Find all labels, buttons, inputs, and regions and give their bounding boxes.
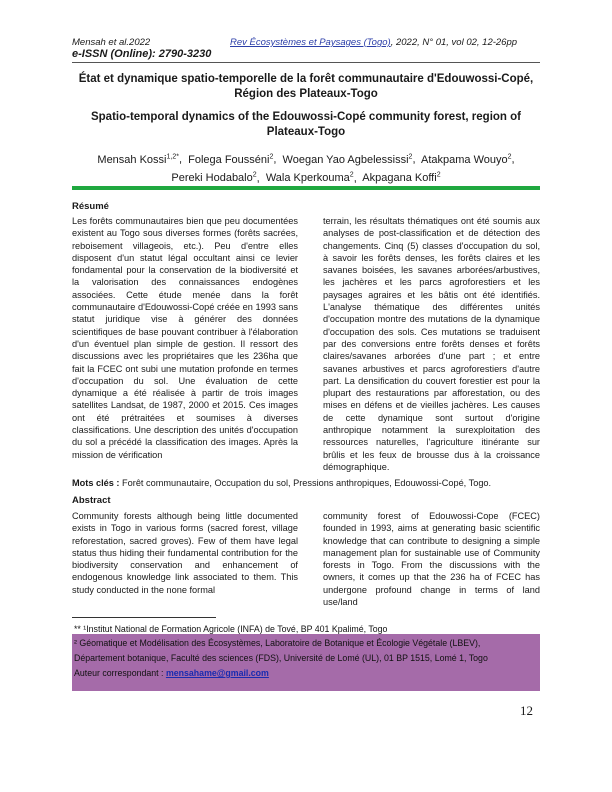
header-divider: [72, 62, 540, 63]
running-author: Mensah et al.2022: [72, 37, 151, 48]
citation-details: , 2022, N° 01, vol 02, 12-26pp: [390, 37, 518, 48]
author: Mensah Kossi$^{1,2*}$: [97, 153, 179, 166]
corresponding-author: Auteur correspondant : mensahame@gmail.com: [74, 668, 269, 678]
abstract-column-right: community forest of Edouwossi-Cope (FCEC) founded in 1993, aims at generating basic scientific knowledge that can contribute to designing a simple management plan for sustainable use of Community forests in Togo. From the discussions with the owners, it comes up that the 236 ha of FCEC has undergone profound change in terms of land use/land: [323, 511, 540, 608]
footnote-affiliation-2: ² Géomatique et Modélisation des Écosystèmes, Laboratoire de Botanique et Écologie Végétale (LBEV),: [74, 638, 481, 648]
author: Akpagana Koffi$^2$: [362, 171, 441, 185]
journal-link[interactable]: Rev Écosystèmes et Paysages (Togo): [230, 37, 391, 48]
email-link[interactable]: mensahame@gmail.com: [165, 668, 269, 678]
resume-column-right: terrain, les résultats thématiques ont été soumis aux analyses de post-classification et de détection des changements. Cinq (5) classes d'occupation du sol, à savoir les forêts denses, les forêts claires et les savanes boisées, les savanes arborées/arbustives, les jachères et les parcs agroforestiers et les paysages agraires et les bâtis ont été identifiés. L'analyse thématique des différentes unités d'occupation montre des mutations de la dynamique d'occupation des sols. Ces mutations se traduisent par des conversions entre forêts denses et forêts claires/savanes arborées d'une part ; et entre savanes arbustives et parcs agroforestiers d'autre part. La densification du couvert forestier est pour la plupart des restaurations par afforestation, ou des mises en défens et de vieilles jachères. Les causes de cette dynamique sont surtout d'origine anthropique notamment la surexploitation des ressources naturelles, l'agriculture itinérante sur brûlis et les feux de brousse dus à la croissance démographique.: [323, 216, 540, 472]
keywords-label: Mots clés :: [72, 478, 120, 488]
author: Woegan Yao Agbelessissi$^2$: [282, 153, 413, 166]
resume-column-left: Les forêts communautaires bien que peu documentées existent au Togo sous diverses formes (forêts sacrées, reboisement villageois, etc.). Peu d'entre elles disposent d'un statut légal occultant ainsi ce levier fondamental pour la conservation de la biodiversité et la valorisation des connaissances endogènes associées. Cette étude menée dans la forêt communautaire d'Edouwossi-Copé créée en 1993 sans statut juridique vise à générer des données scientifiques de base pouvant contribuer à l'élaboration d'un éventuel plan simple de gestion. Il ressort des discussions avec les propriétaires que les 236ha que fait la FCEC ont subi une mutation profonde en termes d'occupation du sol. Une évaluation de cette dynamique a été réalisée à partir de trois images satellites Landsat, de 1987, 2000 et 2015. Ces images ont été prétraitées et soumises à diverses classifications. Une description des unités d'occupation du sol a précédé la classification des images. Après la mission de vérification: [72, 216, 298, 460]
abstract-heading: Abstract: [72, 495, 111, 506]
page-number: 12: [520, 703, 533, 718]
author: Atakpama Wouyo$^2$: [421, 153, 512, 166]
author: Pereki Hodabalo$^2$: [171, 171, 257, 185]
footnote-rule: [72, 617, 216, 618]
journal-citation: [230, 37, 517, 48]
accent-divider: [72, 186, 540, 190]
title-english: Spatio-temporal dynamics of the Edouwossi-Copé community forest, region of Plateaux-Togo: [90, 111, 521, 138]
issn: e-ISSN (Online): 2790-3230: [72, 48, 212, 60]
abstract-column-left: Community forests although being little documented exists in Togo in various forms (sacred forest, village reforestation, sacred groves). Few of them have legal status thus hiding their fundamental contribution for the biodiversity conservation and enhancement of endogenous knowledge link associated to them. This study conducted in the none formal: [72, 511, 298, 595]
author: Wala Kperkouma$^2$: [265, 171, 354, 185]
title-french: État et dynamique spatio-temporelle de la forêt communautaire d'Edouwossi-Copé, Région des Plateaux-Togo: [78, 73, 534, 100]
resume-heading: Résumé: [72, 201, 109, 212]
footnote-affiliation-2-cont: Département botanique, Faculté des sciences (FDS), Université de Lomé (UL), 01 BP 1515, Lomé 1, Togo: [74, 653, 488, 663]
keywords-text: Forêt communautaire, Occupation du sol, Pressions anthropiques, Edouwossi-Copé, Togo.: [119, 478, 492, 488]
keywords: [72, 478, 540, 488]
footnote-affiliation-1: ** ¹Institut National de Formation Agricole (INFA) de Tové, BP 401 Kpalimé, Togo: [74, 624, 388, 634]
author: Folega Fousséni$^2$: [188, 153, 274, 166]
author-list: Mensah Kossi$^{1,2*}$, Folega Fousséni$^2$, Woegan Yao Agbelessissi$^2$, Atakpama Wouyo$^2$, Pereki Hodabalo$^2$, Wala Kperkouma$^2$, Akpagana Koffi$^2$: [97, 153, 515, 185]
